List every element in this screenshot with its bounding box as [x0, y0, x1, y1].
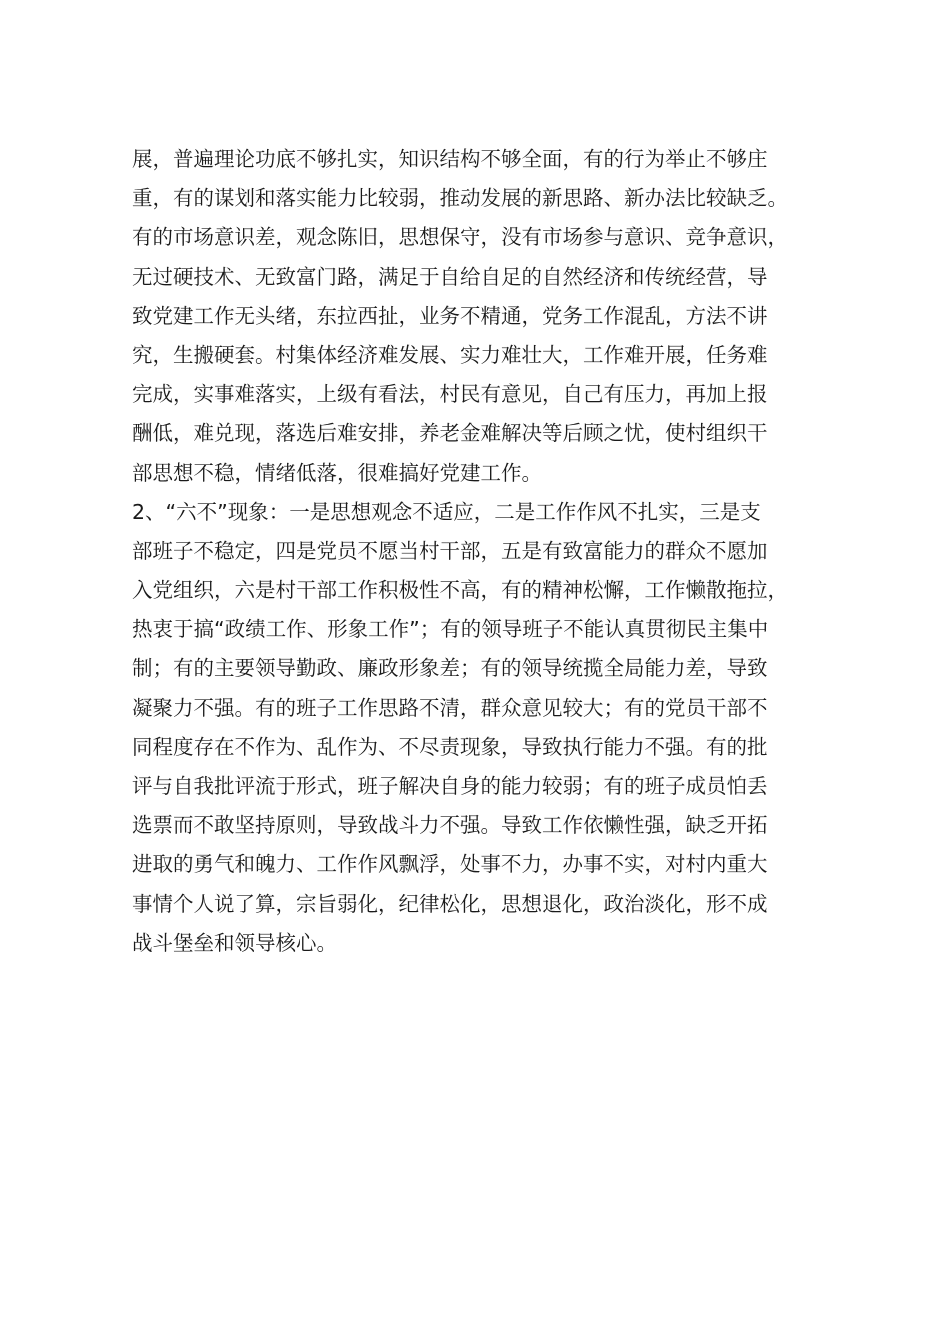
text-line: 究，生搬硬套。村集体经济难发展、实力难壮大，工作难开展，任务难 — [132, 342, 768, 367]
text-line: 战斗堡垒和领导核心。 — [132, 930, 337, 955]
text-line: 有的市场意识差，观念陈旧，思想保守，没有市场参与意识、竞争意识， — [132, 225, 788, 250]
text-line: 同程度存在不作为、乱作为、不尽责现象，导致执行能力不强。有的批 — [132, 734, 768, 759]
text-line: 无过硬技术、无致富门路，满足于自给自足的自然经济和传统经营，导 — [132, 264, 768, 289]
text-line: 致党建工作无头绪，东拉西扯，业务不精通，党务工作混乱，方法不讲 — [132, 303, 768, 328]
body-text — [132, 140, 832, 963]
text-line: 热衷于搞“政绩工作、形象工作”；有的领导班子不能认真贯彻民主集中 — [132, 617, 769, 642]
text-line: 事情个人说了算，宗旨弱化，纪律松化，思想退化，政治淡化，形不成 — [132, 891, 768, 916]
text-line: 展，普遍理论功底不够扎实，知识结构不够全面，有的行为举止不够庄 — [132, 147, 768, 171]
text-line: 部班子不稳定，四是党员不愿当村干部，五是有致富能力的群众不愿加 — [132, 538, 768, 563]
text-line: 制；有的主要领导勤政、廉政形象差；有的领导统揽全局能力差，导致 — [132, 656, 768, 681]
paragraph-2 — [132, 493, 832, 963]
paragraph-1 — [132, 140, 832, 493]
text-line: 2、“六不”现象：一是思想观念不适应，二是工作作风不扎实，三是支 — [132, 499, 761, 524]
text-line: 部思想不稳，情绪低落，很难搞好党建工作。 — [132, 460, 542, 485]
text-line: 重，有的谋划和落实能力比较弱，推动发展的新思路、新办法比较缺乏。 — [132, 186, 788, 211]
text-line: 凝聚力不强。有的班子工作思路不清，群众意见较大；有的党员干部不 — [132, 695, 768, 720]
text-line: 入党组织，六是村干部工作积极性不高，有的精神松懈，工作懒散拖拉， — [132, 578, 788, 603]
text-line: 酬低，难兑现，落选后难安排，养老金难解决等后顾之忧，使村组织干 — [132, 421, 768, 446]
text-line: 进取的勇气和魄力、工作作风飘浮，处事不力，办事不实，对村内重大 — [132, 852, 768, 877]
text-line: 评与自我批评流于形式，班子解决自身的能力较弱；有的班子成员怕丢 — [132, 774, 768, 798]
text-line: 选票而不敢坚持原则，导致战斗力不强。导致工作依懒性强，缺乏开拓 — [132, 813, 768, 838]
text-line: 完成，实事难落实，上级有看法，村民有意见，自己有压力，再加上报 — [132, 382, 768, 407]
